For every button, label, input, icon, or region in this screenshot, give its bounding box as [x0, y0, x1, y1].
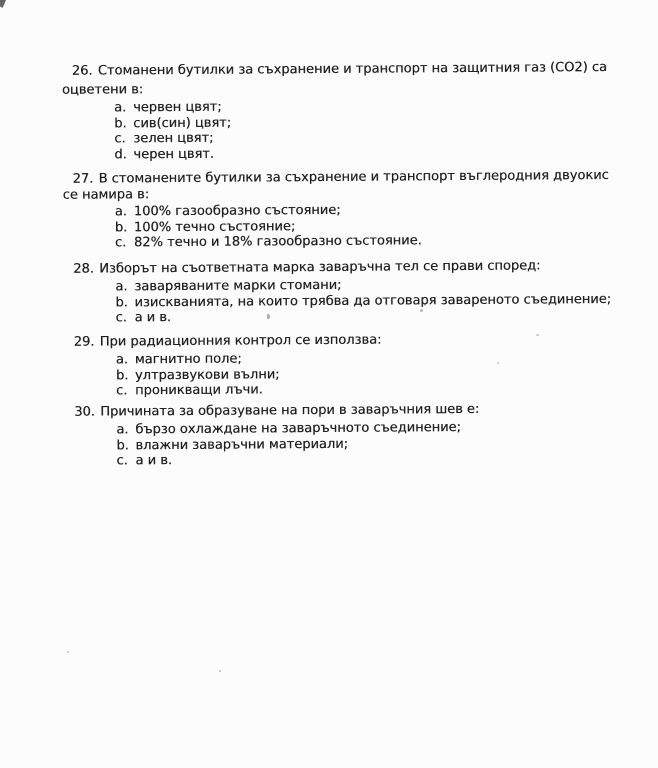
- option-text: изискванията, на които трябва да отговаря завареното съединение;: [134, 291, 612, 310]
- option-letter: c.: [116, 453, 128, 469]
- question-text: При радиационния контрол се използва:: [99, 332, 382, 350]
- option-letter: a.: [114, 100, 127, 116]
- question-number: 29.: [73, 334, 95, 350]
- option-letter: c.: [114, 131, 126, 147]
- option-text: черен цвят.: [133, 146, 215, 163]
- option-text: сив(син) цвят;: [133, 115, 232, 131]
- question-29-options: [64, 349, 644, 400]
- option-letter: b.: [115, 367, 129, 384]
- option-letter: a.: [116, 422, 129, 438]
- option-text: 82% течно и 18% газообразно състояние.: [133, 233, 422, 251]
- option-letter: d.: [114, 147, 127, 163]
- option-letter: b.: [116, 437, 129, 454]
- question-text: Изборът на съответната марка заваръчна тел се прави според:: [99, 258, 541, 277]
- option-text: магнитно поле;: [134, 351, 242, 368]
- option-text: влажни заваръчни материали;: [135, 436, 349, 453]
- option-text: червен цвят;: [133, 99, 222, 116]
- question-number: 30.: [74, 404, 95, 420]
- option-letter: a.: [114, 204, 127, 220]
- option-letter: c.: [115, 383, 128, 399]
- question-26-options: [62, 97, 642, 163]
- option-text: ултразвукови вълни;: [134, 366, 280, 383]
- question-28: [63, 256, 643, 327]
- question-number: 27.: [72, 171, 94, 187]
- option-letter: a.: [115, 279, 128, 295]
- question-29: [64, 329, 644, 400]
- option-c: [63, 232, 643, 252]
- option-letter: c.: [115, 310, 127, 326]
- option-text: заваряваните марки стомани;: [134, 277, 342, 295]
- question-26-header: [62, 58, 642, 81]
- question-30: [64, 399, 644, 470]
- option-c: [64, 380, 644, 400]
- question-text: Причината за образуване на пори в заваръчния шев е:: [100, 401, 480, 420]
- question-30-options: [64, 419, 644, 470]
- question-28-header: [63, 256, 643, 279]
- option-text: бързо охлаждане на заваръчното съединение;: [135, 420, 461, 438]
- question-text: В стоманените бутилки за съхранение и транспорт въглеродния двуокис: [98, 167, 609, 187]
- option-letter: a.: [115, 352, 128, 368]
- option-text: а и в.: [134, 310, 172, 326]
- question-27-options: [63, 201, 643, 252]
- option-text: 100% газообразно състояние;: [133, 202, 341, 220]
- question-30-header: [64, 399, 644, 422]
- option-letter: c.: [114, 235, 127, 251]
- question-27: [63, 168, 644, 252]
- question-26: [62, 58, 643, 163]
- option-c: [63, 307, 643, 327]
- option-text: проникващи лъчи.: [134, 382, 263, 399]
- option-letter: b.: [114, 115, 127, 132]
- question-text: Стоманени бутилки за съхранение и транспорт на защитния газ (CO2) са: [97, 59, 608, 79]
- question-text-continuation: се намира в:: [62, 187, 150, 203]
- question-number: 26.: [71, 63, 93, 79]
- question-28-options: [63, 276, 643, 327]
- option-d: [62, 144, 642, 164]
- question-29-header: [64, 329, 644, 352]
- option-text: 100% течно състояние;: [133, 218, 296, 235]
- question-number: 28.: [73, 261, 94, 277]
- option-text: а и в.: [135, 453, 173, 469]
- option-text: зелен цвят;: [133, 130, 214, 147]
- option-c: [64, 450, 644, 470]
- option-letter: b.: [115, 294, 128, 311]
- option-letter: b.: [114, 219, 128, 236]
- question-text-continuation: оцветени в:: [61, 82, 144, 98]
